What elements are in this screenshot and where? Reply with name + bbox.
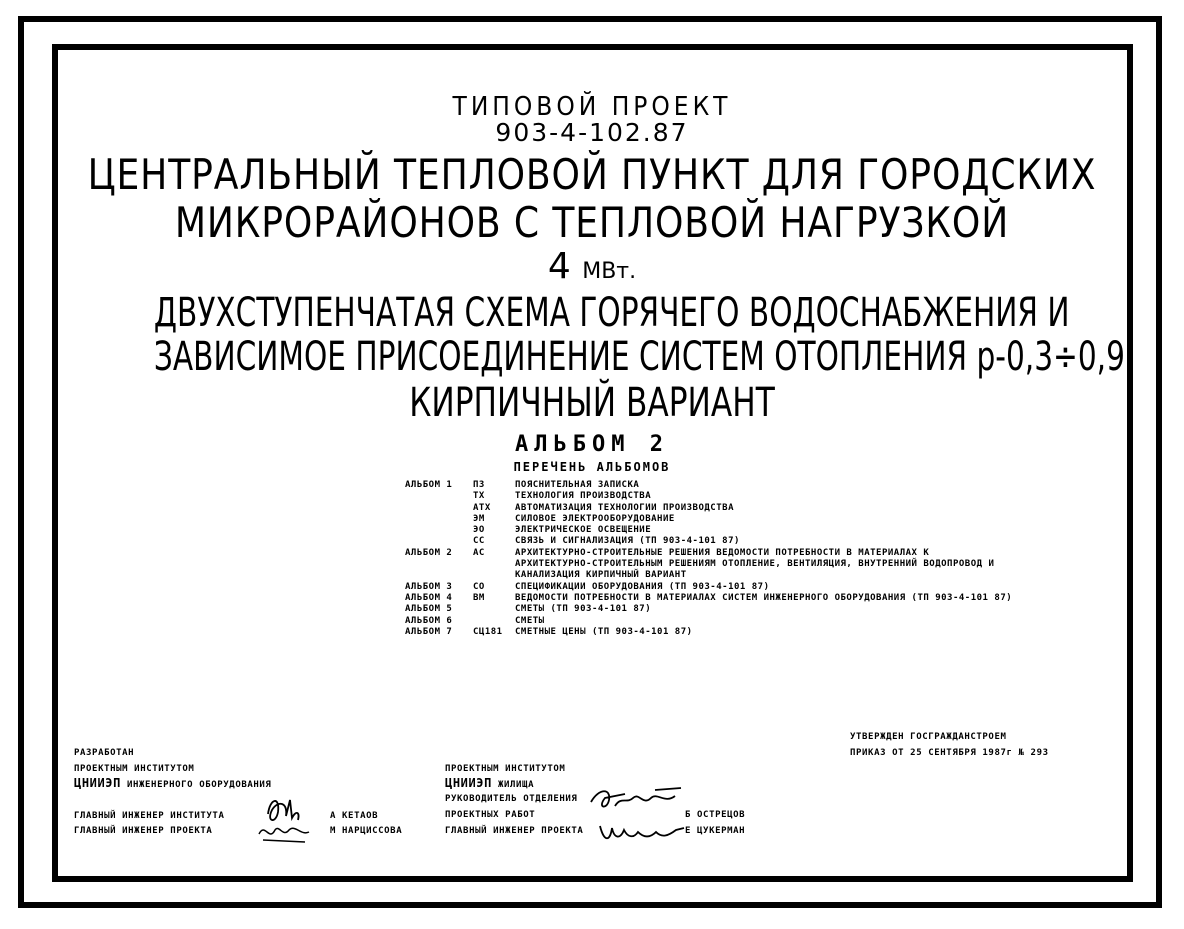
album-list-album [405, 514, 473, 525]
album-list-code: ЭО [473, 525, 485, 536]
codeveloper-chief-project: ГЛАВНЫЙ ИНЖЕНЕР ПРОЕКТА [445, 826, 584, 836]
subtitle-line-3: КИРПИЧНЫЙ ВАРИАНТ [409, 380, 775, 426]
codeveloper-department-head: РУКОВОДИТЕЛЬ ОТДЕЛЕНИЯ [445, 794, 578, 804]
album-list-row [405, 503, 1012, 514]
album-list-text: ПОЯСНИТЕЛЬНАЯ ЗАПИСКА [515, 480, 640, 490]
codeveloper-institute-label: ПРОЕКТНЫМ ИНСТИТУТОМ [445, 764, 566, 774]
album-list-text: СВЯЗЬ И СИГНАЛИЗАЦИЯ (ТП 903-4-101 87) [515, 536, 740, 547]
album-list-code: ЭМ [473, 513, 485, 524]
codeveloper-chief-project-name: Е ЦУКЕРМАН [685, 826, 746, 836]
title-line-2: МИКРОРАЙОНОВ С ТЕПЛОВОЙ НАГРУЗКОЙ [174, 198, 1010, 247]
codeveloper-project-works-name: Б ОСТРЕЦОВ [685, 810, 746, 820]
album-list-code: СО [473, 581, 485, 592]
developer-chief-project: ГЛАВНЫЙ ИНЖЕНЕР ПРОЕКТА [74, 826, 213, 836]
album-list-row [405, 536, 1012, 547]
developer-chief-project-name: М НАРЦИССОВА [330, 826, 403, 836]
album-list-code: АС [473, 547, 485, 558]
subtitle-line-2: ЗАВИСИМОЕ ПРИСОЕДИНЕНИЕ СИСТЕМ ОТОПЛЕНИЯ р-0,3÷0,9 [153, 334, 1125, 380]
developer-institute-label: ПРОЕКТНЫМ ИНСТИТУТОМ [74, 764, 195, 774]
approval-line-2: ПРИКАЗ ОТ 25 СЕНТЯБРЯ 1987г № 293 [850, 748, 1049, 758]
album-list-text: АРХИТЕКТУРНО-СТРОИТЕЛЬНЫЕ РЕШЕНИЯ ВЕДОМОСТИ ПОТРЕБНОСТИ В МАТЕРИАЛАХ К [515, 547, 930, 558]
series-label: ТИПОВОЙ ПРОЕКТ [452, 92, 732, 122]
developer-institute-name: ЦНИИЭП [74, 776, 121, 790]
album-list-album: АЛЬБОМ 6 [405, 615, 453, 626]
album-list-text: ТЕХНОЛОГИЯ ПРОИЗВОДСТВА [515, 491, 652, 502]
album-list-row [405, 491, 1012, 502]
albums-list [405, 480, 1012, 638]
subtitle-line-1: ДВУХСТУПЕНЧАТАЯ СХЕМА ГОРЯЧЕГО ВОДОСНАБЖЕНИЯ И [153, 290, 1070, 336]
album-list-text: СПЕЦИФИКАЦИИ ОБОРУДОВАНИЯ (ТП 903-4-101 87) [515, 581, 770, 592]
album-list-album: АЛЬБОМ 3 [405, 581, 453, 592]
album-list-text: АВТОМАТИЗАЦИЯ ТЕХНОЛОГИИ ПРОИЗВОДСТВА [515, 502, 734, 513]
album-list-code [473, 604, 515, 615]
album-list-album: АЛЬБОМ 1 [405, 480, 453, 490]
signature-chief-project-2 [596, 818, 688, 848]
album-list-row [405, 525, 1012, 536]
developer-label: РАЗРАБОТАН [74, 748, 135, 758]
album-list-text: АРХИТЕКТУРНО-СТРОИТЕЛЬНЫМ РЕШЕНИЯМ ОТОПЛЕНИЕ, ВЕНТИЛЯЦИЯ, ВНУТРЕННИЙ ВОДОПРОВОД И [515, 559, 995, 570]
codeveloper-institute [445, 776, 534, 790]
developer-institute-rest: ИНЖЕНЕРНОГО ОБОРУДОВАНИЯ [126, 780, 272, 790]
album-list-album [405, 525, 473, 536]
signature-chief-project [255, 820, 315, 846]
album-list-text: ВЕДОМОСТИ ПОТРЕБНОСТИ В МАТЕРИАЛАХ СИСТЕМ ИНЖЕНЕРНОГО ОБОРУДОВАНИЯ (ТП 903-4-101 87) [515, 592, 1013, 603]
album-list-album [405, 559, 473, 570]
codeveloper-institute-rest: ЖИЛИЩА [497, 780, 535, 790]
album-list-album [405, 491, 473, 502]
album-list-album [405, 503, 473, 514]
album-list-album [405, 536, 473, 547]
album-list-album: АЛЬБОМ 2 [405, 547, 453, 558]
developer-institute [74, 776, 271, 790]
album-list-album: АЛЬБОМ 4 [405, 592, 453, 603]
load-unit: МВт. [582, 259, 637, 284]
album-number: АЛЬБОМ 2 [515, 432, 669, 457]
album-list-code: ПЗ [473, 480, 485, 490]
album-list-row [405, 514, 1012, 525]
album-list-album: АЛЬБОМ 7 [405, 626, 453, 637]
album-list-code: ВМ [473, 592, 485, 603]
approval-line-1: УТВЕРЖДЕН ГОСГРАЖДАНСТРОЕМ [850, 732, 1007, 742]
album-list-row [405, 570, 1012, 581]
album-list-code: СС [473, 536, 485, 547]
developer-chief-institute-name: А КЕТАОВ [330, 811, 379, 821]
album-list-code [473, 559, 515, 570]
albums-heading: ПЕРЕЧЕНЬ АЛЬБОМОВ [513, 460, 671, 474]
signature-department-head [585, 784, 695, 816]
album-list-row [405, 593, 1012, 604]
album-list-row [405, 582, 1012, 593]
album-list-row [405, 548, 1012, 559]
album-list-album: АЛЬБОМ 5 [405, 604, 453, 615]
album-list-row [405, 480, 1012, 491]
load-value: 4 [547, 246, 571, 287]
album-list-album [405, 570, 473, 581]
album-list-text: СИЛОВОЕ ЭЛЕКТРООБОРУДОВАНИЕ [515, 513, 675, 524]
album-list-text: ЭЛЕКТРИЧЕСКОЕ ОСВЕЩЕНИЕ [515, 525, 652, 536]
album-list-code: АТХ [473, 502, 491, 513]
album-list-row [405, 604, 1012, 615]
album-list-code [473, 616, 515, 627]
album-list-row [405, 616, 1012, 627]
album-list-text: СМЕТНЫЕ ЦЕНЫ (ТП 903-4-101 87) [515, 626, 693, 637]
album-list-code: СЦ181 [473, 626, 503, 637]
project-number: 903-4-102.87 [495, 118, 689, 147]
album-list-text: СМЕТЫ (ТП 903-4-101 87) [515, 604, 652, 615]
album-list-text: СМЕТЫ [515, 615, 545, 626]
title-line-1: ЦЕНТРАЛЬНЫЙ ТЕПЛОВОЙ ПУНКТ ДЛЯ ГОРОДСКИХ [87, 150, 1097, 199]
developer-chief-institute: ГЛАВНЫЙ ИНЖЕНЕР ИНСТИТУТА [74, 811, 225, 821]
album-list-code [473, 570, 515, 581]
album-list-row [405, 627, 1012, 638]
album-list-code: ТХ [473, 491, 485, 502]
codeveloper-institute-name: ЦНИИЭП [445, 776, 492, 790]
album-list-row [405, 559, 1012, 570]
codeveloper-project-works: ПРОЕКТНЫХ РАБОТ [445, 810, 536, 820]
album-list-text: КАНАЛИЗАЦИЯ КИРПИЧНЫЙ ВАРИАНТ [515, 570, 687, 581]
title-load [0, 246, 1184, 287]
